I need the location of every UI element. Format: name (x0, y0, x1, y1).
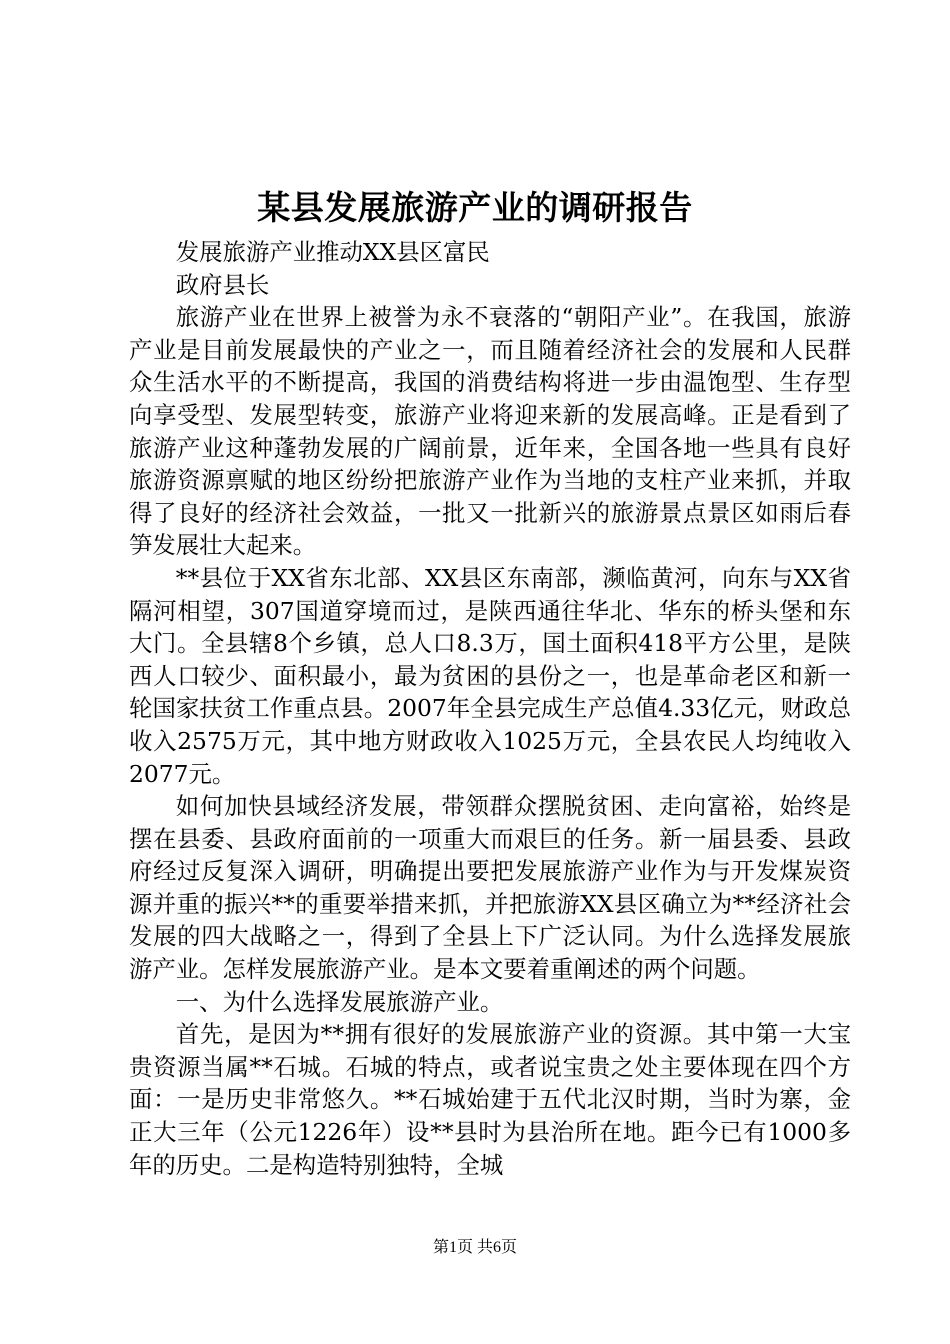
subtitle-line: 发展旅游产业推动XX县区富民 (175, 238, 490, 266)
paragraph-intro: 旅游产业在世界上被誉为永不衰落的“朝阳产业”。在我国，旅游产业是目前发展最快的产业之一，而且随着经济社会的发展和人民群众生活水平的不断提高，我国的消费结构将进一步由温饱型、生存型向享受型、发展型转变，旅游产业将迎来新的发展高峰。正是看到了旅游产业这种蓬勃发展的广阔前景，近年来，全国各地一些具有良好旅游资源禀赋的地区纷纷把旅游产业作为当地的支柱产业来抓，并取得了良好的经济社会效益，一批又一批新兴的旅游景点景区如雨后春笋发展壮大起来。 (129, 303, 851, 560)
paragraph-county-overview: **县位于XX省东北部、XX县区东南部，濒临黄河，向东与XX省隔河相望，307国道穿境而过，是陕西通往华北、华东的桥头堡和东大门。全县辖8个乡镇，总人口8.3万，国土面积418平方公里，是陕西人口较少、面积最小，最为贫困的县份之一，也是革命老区和新一轮国家扶贫工作重点县。2007年全县完成生产总值4.33亿元，财政总收入2575万元，其中地方财政收入1025万元，全县农民人均纯收入2077元。 (129, 563, 851, 788)
section-heading: 一、为什么选择发展旅游产业。 (175, 987, 504, 1016)
page-title: 某县发展旅游产业的调研报告 (257, 188, 693, 227)
author-line: 政府县长 (175, 270, 270, 299)
paragraph-strategy: 如何加快县域经济发展，带领群众摆脱贫困、走向富裕，始终是摆在县委、县政府面前的一项重大而艰巨的任务。新一届县委、县政府经过反复深入调研，明确提出要把发展旅游产业作为与开发煤炭资源并重的振兴**的重要举措来抓，并把旅游XX县区确立为**经济社会发展的四大战略之一，得到了全县上下广泛认同。为什么选择发展旅游产业。怎样发展旅游产业。是本文要着重阐述的两个问题。 (129, 792, 851, 984)
paragraph-resources: 首先，是因为**拥有很好的发展旅游产业的资源。其中第一大宝贵资源当属**石城。石城的特点，或者说宝贵之处主要体现在四个方面：一是历史非常悠久。**石城始建于五代北汉时期，当时为寨，金正大三年（公元1226年）设**县时为县治所在地。距今已有1000多年的历史。二是构造特别独特，全城 (129, 1020, 851, 1179)
page-footer: 第1页 共6页 (432, 1239, 517, 1256)
document-body (129, 236, 851, 1181)
